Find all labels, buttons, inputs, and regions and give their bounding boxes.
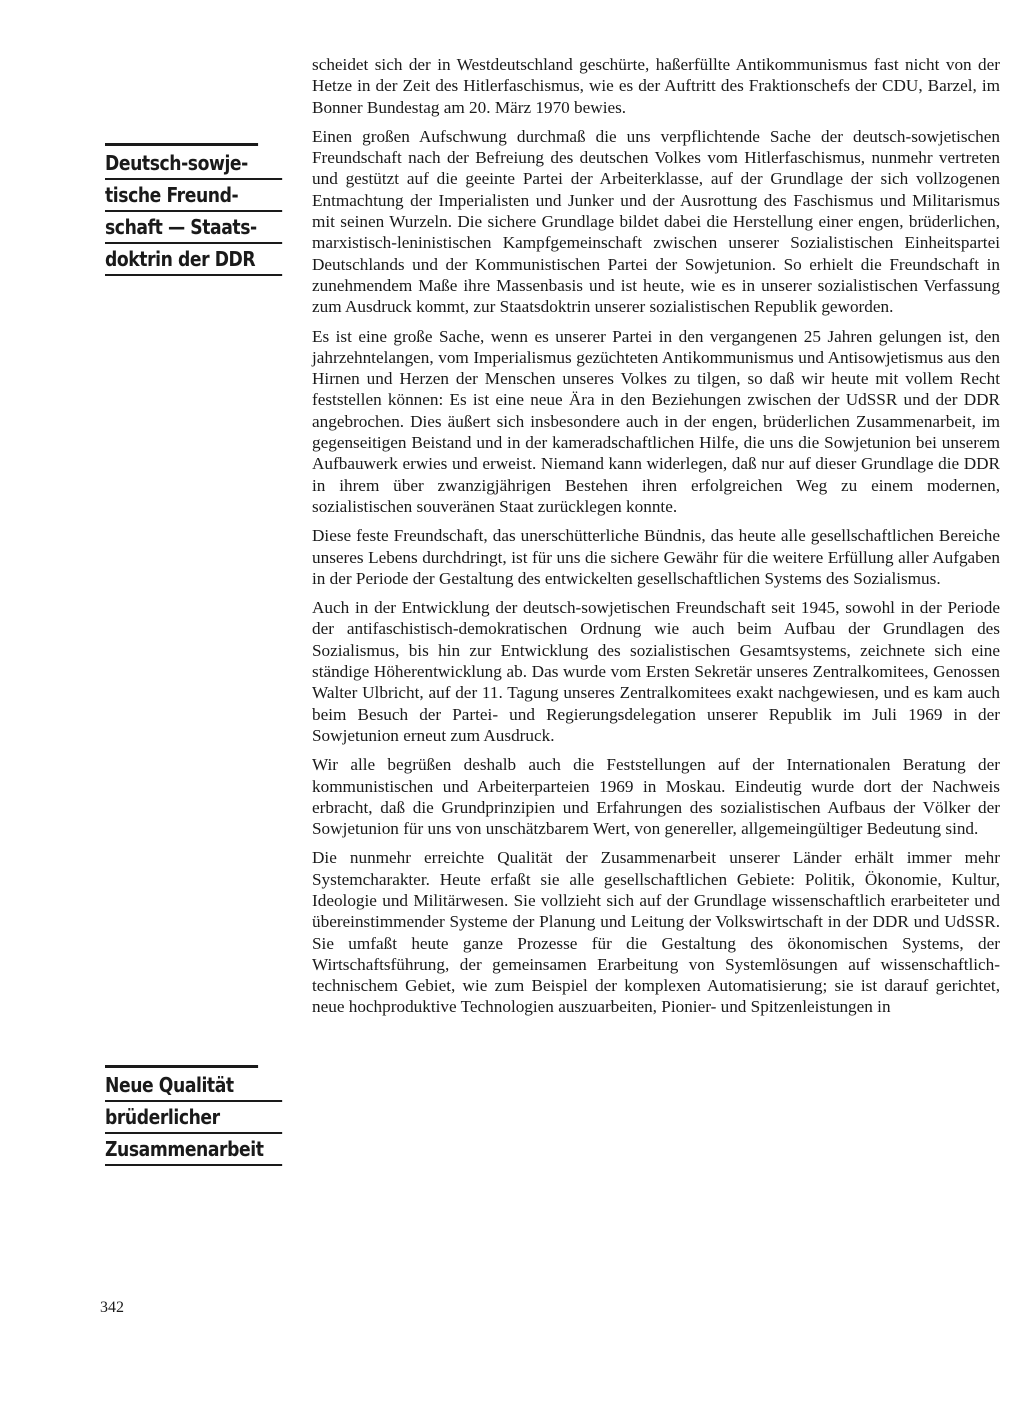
paragraph: Auch in der Entwicklung der deutsch-sowjetischen Freundschaft seit 1945, sowohl in der Periode der antifaschistisch-demokratischen Ordnung wie auch beim Aufbau der Grundlagen des Sozialismus, bis hin zur Entwicklung des sozialistischen Gesamtsystems, zeichnete sich eine ständige Höherentwicklung ab. Das wurde vom Ersten Sekretär unseres Zentralkomitees, Genossen Walter Ulbricht, auf der 11. Tagung unseres Zentralkomitees exakt nachgewiesen, und es kam auch beim Besuch der Partei- und Regierungsdelegation unserer Republik im Juli 1969 in der Sowjetunion erneut zum Ausdruck. [312, 598, 1000, 745]
paragraph: Die nunmehr erreichte Qualität der Zusammenarbeit unserer Länder erhält immer mehr Systemcharakter. Heute erfaßt sie alle gesellschaftlichen Gebiete: Politik, Ökonomie, Kultur, Ideologie und Militärwesen. Sie vollzieht sich auf der Grundlage wissenschaftlich erarbeiteter und übereinstimmender Systeme der Planung und Leitung der Volkswirtschaft in der DDR und UdSSR. Sie umfaßt heute ganze Prozesse für die Gestaltung des ökonomischen Systems, der Wirtschaftsführung, der gemeinsamen Erarbeitung von Systemlösungen auf wissenschaftlich-technischem Gebiet, wie zum Beispiel der komplexen Automatisierung; sie ist darauf gerichtet, neue hochproduktive Technologien auszuarbeiten, Pionier- und Spitzenleistungen in [312, 848, 1000, 1017]
paragraph: scheidet sich der in Westdeutschland geschürte, haßerfüllte Antikommunismus fast nicht von der Hetze in der Zeit des Hitlerfaschismus, wie es der Auftritt des Fraktionschefs der CDU, Barzel, im Bonner Bundestag am 20. März 1970 bewies. [312, 55, 1000, 117]
margin-heading-line: Deutsch-sowje- [105, 148, 282, 180]
margin-heading-new-quality [105, 1065, 264, 1166]
margin-heading-line: Neue Qualität [105, 1070, 282, 1102]
paragraph: Diese feste Freundschaft, das unerschütterliche Bündnis, das heute alle gesellschaftlichen Bereiche unseres Lebens durchdringt, ist für uns die sichere Gewähr für die weitere Erfüllung aller Aufgaben in der Periode der Gestaltung des entwickelten gesellschaftlichen Systems des Sozialismus. [312, 526, 1000, 588]
margin-heading-friendship [105, 143, 258, 276]
margin-heading-line: Zusammenarbeit [105, 1134, 282, 1166]
body-text-column [312, 54, 1000, 1026]
paragraph: Es ist eine große Sache, wenn es unserer Partei in den vergangenen 25 Jahren gelungen ist, den jahrzehntelangen, vom Imperialismus gezüchteten Antikommunismus und Antisowjetismus aus den Hirnen und Herzen der Menschen unseres Volkes zu tilgen, so daß wir heute mit vollem Recht feststellen können: Es ist eine neue Ära in den Beziehungen zwischen der UdSSR und der DDR angebrochen. Dies äußert sich insbesondere auch in der engen, brüderlichen Zusammenarbeit, im gegenseitigen Beistand und in der kameradschaftlichen Hilfe, die uns die Sowjetunion bei unserem Aufbauwerk erwies und erweist. Niemand kann widerlegen, daß nur auf dieser Grundlage die DDR in ihrem über zwanzigjährigen Bestehen ihren erfolgreichen Weg zu einem modernen, sozialistischen souveränen Staat zurücklegen konnte. [312, 326, 1000, 516]
margin-heading-line: schaft — Staats- [105, 212, 282, 244]
page-number: 342 [100, 1299, 124, 1316]
paragraph: Wir alle begrüßen deshalb auch die Feststellungen auf der Internationalen Beratung der kommunistischen und Arbeiterparteien 1969 in Moskau. Eindeutig wurde dort der Nachweis erbracht, daß die Grundprinzipien und Erfahrungen des sozialistischen Aufbaus der Völker der Sowjetunion für uns von unschätzbarem Wert, von genereller, allgemeingültiger Bedeutung sind. [312, 755, 1000, 839]
margin-heading-line: brüderlicher [105, 1102, 282, 1134]
margin-heading-line: doktrin der DDR [105, 244, 282, 276]
paragraph: Einen großen Aufschwung durchmaß die uns verpflichtende Sache der deutsch-sowjetischen Freundschaft nach der Befreiung des deutschen Volkes vom Hitlerfaschismus, nunmehr vertreten und gestützt auf die geeinte Partei der Arbeiterklasse, auf der Grundlage der sich vollzogenen Entmachtung der Imperialisten und Junker und der Ausrottung des Faschismus und Militarismus mit seinen Wurzeln. Die sichere Grundlage bildet dabei die Herstellung einer engen, brüderlichen, marxistisch-leninistischen Kampfgemeinschaft zwischen unserer Sozialistischen Einheitspartei Deutschlands und der Kommunistischen Partei der Sowjetunion. So erhielt die Freundschaft in zunehmendem Maße ihre Massenbasis und ist heute, wie es in unserer sozialistischen Verfassung zum Ausdruck kommt, zur Staatsdoktrin unserer sozialistischen Republik geworden. [312, 126, 1000, 317]
margin-heading-line: tische Freund- [105, 180, 282, 212]
